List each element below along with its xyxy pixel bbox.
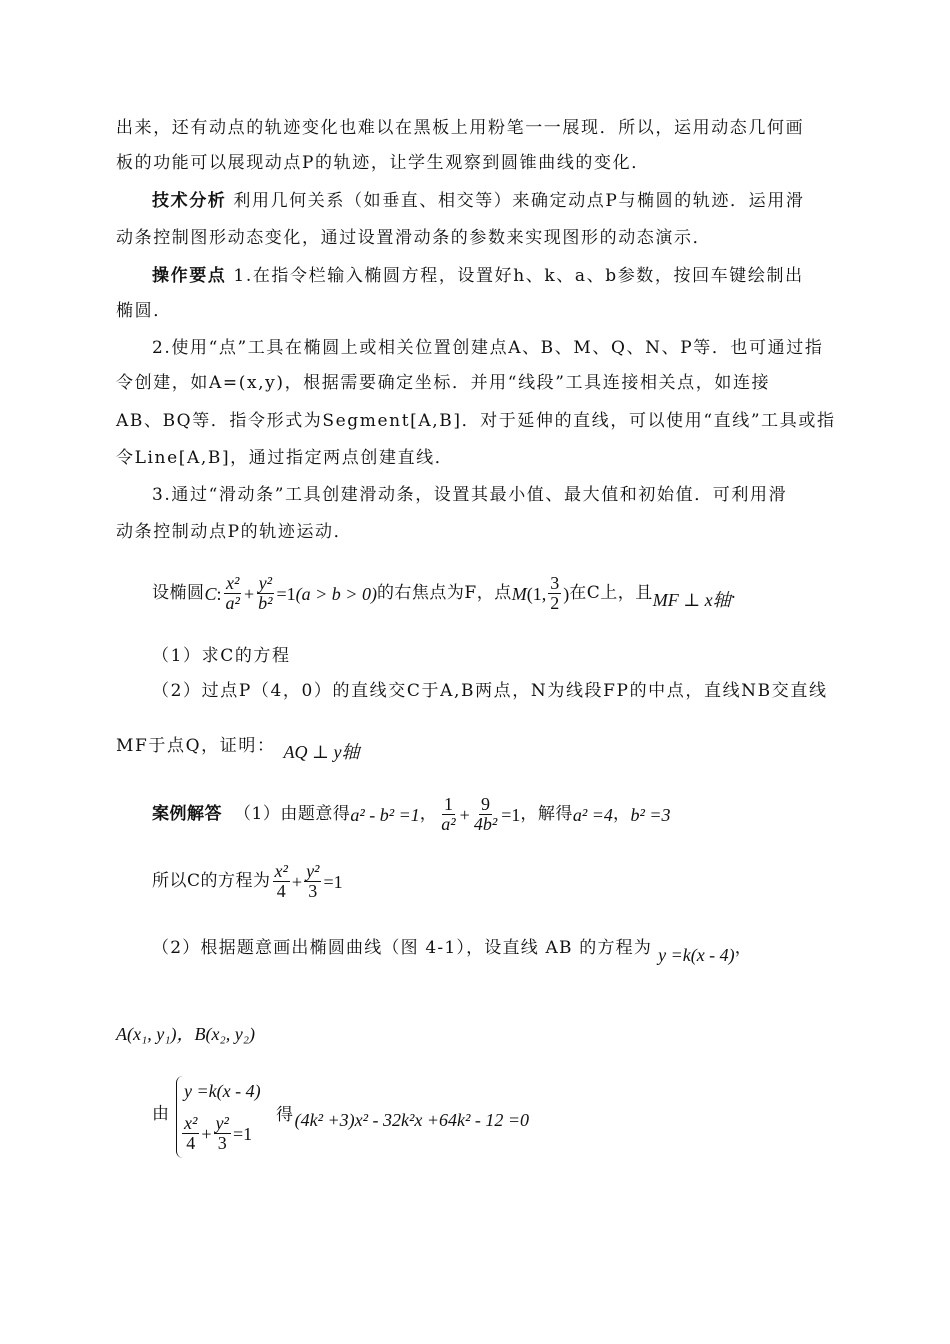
paragraph-line: 令创建，如A=(x,y)，根据需要确定坐标．并用“线段”工具连接相关点，如连接 [116, 373, 771, 393]
tech-analysis-label: 技术分析 [152, 191, 227, 211]
problem-statement: 设椭圆C: $\frac{\text{x²}}{\text{a²}}$ + $\frac{\text{y²}}{\text{b²}}$ =1(a > b > 0)的右焦点为F，点M(1, $\frac{3}{2}$ )在C上，且MF ⊥ x轴. [152, 563, 737, 623]
fraction: $\frac{3}{2}$ [550, 573, 560, 613]
paragraph-text: 1.在指令栏输入椭圆方程，设置好h、k、a、b参数，按回车键绘制出 [226, 266, 804, 286]
system-prefix: 由 [152, 1104, 171, 1124]
fraction: $\frac{\text{x²}}{4}$ [274, 861, 288, 901]
math-op: =1 [276, 583, 296, 604]
question-2: （2）过点P（4，0）的直线交C于A,B两点，N为线段FP的中点，直线NB交直线 [152, 681, 828, 701]
question-2-cont [116, 733, 359, 763]
paragraph-line: AB、BQ等．指令形式为Segment[A,B]．对于延伸的直线，可以使用“直线”工具或指 [116, 411, 836, 431]
paragraph-line: 2.使用“点”工具在椭圆上或相关位置创建点A、B、M、Q、N、P等．也可通过指 [152, 338, 824, 358]
math-formula: MF ⊥ x轴 [652, 589, 731, 610]
math-op: : [216, 583, 222, 604]
solution-text: 所以C的方程为 [152, 871, 271, 891]
math-var: C [204, 583, 217, 604]
paragraph-line: 出来，还有动点的轨迹变化也难以在黑板上用粉笔一一展现．所以，运用动态几何画 [116, 118, 805, 138]
solution-text: （2）根据题意画出椭圆曲线（图 4-1），设直线 AB 的方程为 [152, 938, 653, 958]
math-condition: (a > b > 0) [295, 583, 377, 604]
fraction: $\frac{9}{\text{4b²}}$ [473, 794, 498, 834]
math-formula: y =k(x - 4) [184, 1080, 261, 1101]
fraction: $\frac{\text{x²}}{\text{a²}}$ [225, 573, 240, 613]
solution-points [116, 1020, 255, 1047]
math-formula: a² - b² =1 [350, 804, 420, 825]
question-1: （1）求C的方程 [152, 646, 291, 666]
fraction: $\frac{1}{\text{a²}}$ [441, 794, 456, 834]
paragraph-line: 动条控制动点P的轨迹运动． [116, 522, 353, 542]
solution-text: （1）由题意得 [234, 804, 351, 824]
fraction: $\frac{\text{y²}}{3}$ [215, 1113, 229, 1153]
paragraph-line: 动条控制图形动态变化，通过设置滑动条的参数来实现图形的动态演示． [116, 228, 712, 248]
paragraph-line: 令Line[A,B]，通过指定两点创建直线． [116, 448, 454, 468]
problem-intro: 设椭圆 [152, 583, 205, 603]
math-formula: b² =3 [630, 804, 671, 825]
paragraph-line: 椭圆． [116, 301, 172, 321]
solution-text: ，解得 [520, 804, 573, 824]
fraction: $\frac{\text{y²}}{\text{b²}}$ [258, 573, 273, 613]
system-result [276, 1102, 529, 1129]
paragraph-line: 板的功能可以展现动点P的轨迹，让学生观察到圆锥曲线的变化． [116, 153, 650, 173]
system-line-2: $\frac{\text{x²}}{4}$ + $\frac{\text{y²}}{3}$ =1 [184, 1113, 253, 1153]
solution-result: 所以C的方程为 $\frac{\text{x²}}{4}$ + $\frac{\text{y²}}{3}$ =1 [152, 861, 343, 901]
problem-text: 在C上，且 [569, 583, 653, 603]
operation-paragraph [152, 263, 804, 289]
fraction: $\frac{\text{y²}}{3}$ [306, 861, 320, 901]
solution-part-2: （2）根据题意画出椭圆曲线（图 4-1），设直线 AB 的方程为 y =k(x - 4)， [152, 935, 753, 962]
solution-text: 得 [276, 1105, 295, 1125]
solution-label: 案例解答 [152, 804, 222, 824]
math-var: M [511, 583, 527, 604]
operation-label: 操作要点 [152, 266, 227, 286]
math-formula: AQ ⊥ y轴 [283, 741, 360, 762]
solution-part-1: 案例解答 （1）由题意得a² - b² =1， $\frac{1}{\text{a²}}$ + $\frac{9}{\text{4b²}}$ =1，解得a² =4，b² =3 [152, 788, 670, 840]
paragraph-text: 利用几何关系（如垂直、相交等）来确定动点P与椭圆的轨迹．运用滑 [226, 191, 805, 211]
system-line-1 [184, 1077, 261, 1104]
math-formula: a² =4 [572, 804, 613, 825]
fraction: $\frac{\text{x²}}{4}$ [184, 1113, 198, 1153]
problem-text: MF于点Q，证明： [116, 736, 276, 756]
problem-text: 的右焦点为F，点 [376, 583, 512, 603]
math-formula: (4k² +3)x² - 32k²x +64k² - 12 =0 [294, 1109, 530, 1130]
math-formula: y =k(x - 4) [658, 944, 735, 965]
paragraph-line: 3.通过“滑动条”工具创建滑动条，设置其最小值、最大值和初始值．可利用滑 [152, 485, 788, 505]
tech-analysis-paragraph [152, 188, 804, 214]
math-formula: A(x₁, y₁)，B(x₂, y₂) [116, 1023, 255, 1044]
